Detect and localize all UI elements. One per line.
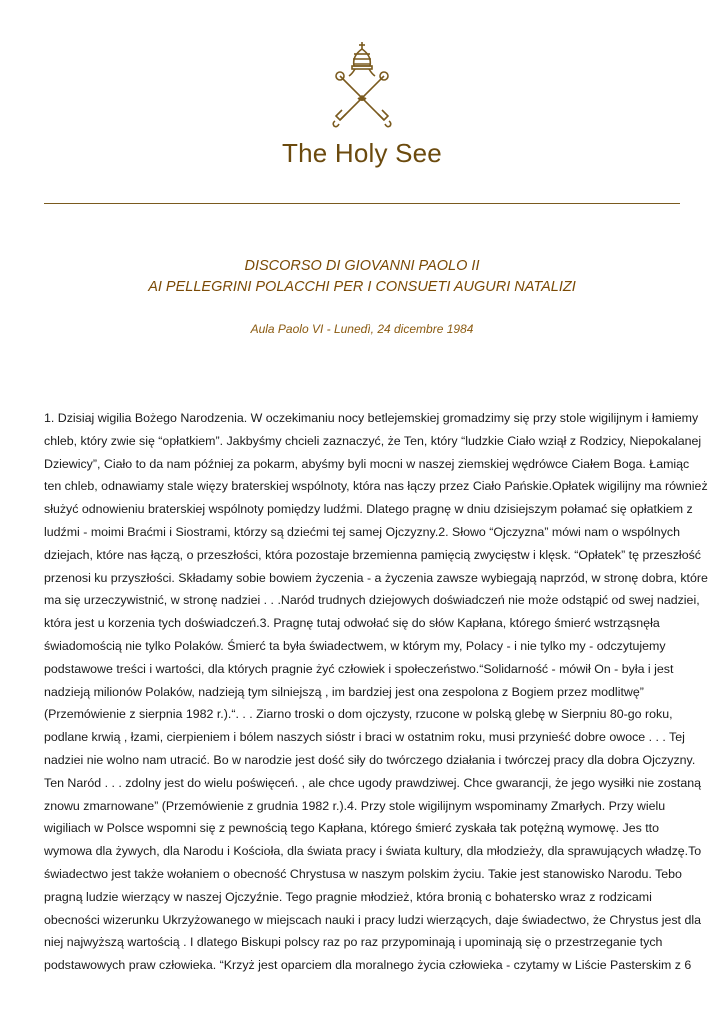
body-text-line: nadziei nie wolno nam utracić. Bo w narodzie jest dość siły do twórczego działania i twórczej pracy dla dobra Ojczyzny. (44, 752, 696, 767)
body-text-line: 1. Dzisiaj wigilia Bożego Narodzenia. W oczekimaniu nocy betlejemskiej gromadzimy się przy stole wigilijnym i łamiemy (44, 411, 699, 425)
body-text-line: (Przemówienie z sierpnia 1982 r.).“. . . Ziarno troski o dom ojczysty, rzucone w polską glebę w Sierpniu 80-go roku, (44, 707, 673, 722)
document-title (0, 256, 724, 298)
body-text-line: znowu zmarnowane” (Przemówienie z grudnia 1982 r.).4. Przy stole wigilijnym wspominamy Zmarłych. Przy wielu (44, 798, 666, 813)
body-text-line: podstawowe treści i wartości, dla których pragnie żyć człowiek i społeczeństwo.“Solidarność - mówił On - była i jest (44, 661, 674, 676)
body-text-line: nadzieją milionów Polaków, nadzieją tym silniejszą , im bardziej jest ona zespolona z Bogiem przez modlitwę” (44, 684, 644, 699)
document-title-line-1: DISCORSO DI GIOVANNI PAOLO II (244, 258, 480, 274)
papal-coat-of-arms-icon (322, 40, 402, 130)
body-text-line: podlane krwią , łzami, cierpieniem i bólem naszych sióstr i braci w ostatnim roku, musi przynieść dobre owoce . . . Tej (44, 730, 685, 745)
body-text-line: ten chleb, odnawiamy stale więzy braterskiej wspólnoty, która nas łączy przez Ciało Pańskie.Opłatek wigilijny ma również (44, 479, 708, 494)
body-text-line: służyć odnowieniu braterskiej wspólnoty pomiędzy ludźmi. Dlatego pragnę w dniu dzisiejszym połamać się opłatkiem z (44, 502, 693, 517)
body-text-line: pragną ludzie wierzący w naszej Ojczyźnie. Tego pragnie młodzież, która bronią c bohatersko wraz z rodzicami (44, 889, 652, 904)
body-text-line: która jest u korzenia tych doświadczeń.3. Pragnę tutaj odwołać się do słów Kapłana, którego śmierć wstrząsnęła (44, 616, 660, 631)
body-text-line: ma się urzeczywistnić, w stronę nadziei . . .Naród trudnych dziejowych doświadczeń nie może odstąpić od swej nadziei, (44, 593, 700, 608)
site-title: The Holy See (282, 138, 442, 168)
body-text-line: obecności wizerunku Ukrzyżowanego w miejscach nauki i pracy ludzi wierzących, daje świadectwo, że Chrystus jest dla (44, 912, 701, 927)
body-text-line: świadectwo jest także wołaniem o obecność Chrystusa w naszym polskim życiu. Takie jest stanowisko Narodu. Tebo (44, 866, 682, 881)
body-text-line: ludźmi - moimi Braćmi i Siostrami, którzy są dziećmi tej samej Ojczyzny.2. Słowo “Ojczyzna” mówi nam o wspólnych (44, 524, 680, 539)
body-text-line: przenosi ku przyszłości. Składamy sobie bowiem życzenia - a życzenia zawsze wybiegają naprzód, w stronę dobra, które (44, 570, 708, 585)
document-body (44, 407, 708, 977)
body-text-line: Dziewicy”, Ciało to da nam później za pokarm, abyśmy byli mocni w naszej ziemskiej wędrówce Ciałem Boga. Łamiąc (44, 456, 690, 471)
document-subtitle: Aula Paolo VI - Lunedì, 24 dicembre 1984 (250, 322, 474, 336)
body-text-line: niej najwyższą wartością . I dlatego Biskupi polscy raz po raz przypominają i upominają się o przestrzeganie tych (44, 935, 663, 950)
body-text-line: wigiliach w Polsce wspomni się z pewnością tego Kapłana, którego śmierć zyskała tak potężną wymowę. Jes tto (44, 821, 659, 836)
body-text-line: podstawowych praw człowieka. “Krzyż jest oparciem dla moralnego życia człowieka - czytamy w Liście Pasterskim z 6 (44, 958, 692, 973)
body-text-line: Ten Naród . . . zdolny jest do wielu poświęceń. , ale chce ugody prawdziwej. Chce gwarancji, że jego wysiłki nie zostaną (44, 775, 702, 790)
body-text-line: chleb, który zwie się “opłatkiem”. Jakbyśmy chcieli zaznaczyć, że Ten, który “ludzkie Ciało wziął z Rodzicy, Niepokalanej (44, 433, 702, 448)
body-text-line: wymowa dla żywych, dla Narodu i Kościoła, dla świata pracy i świata kultury, dla młodzieży, dla sprawujących władzę.To (44, 844, 702, 859)
document-title-line-2: AI PELLEGRINI POLACCHI PER I CONSUETI AUGURI NATALIZI (148, 279, 576, 295)
body-text-line: dziejach, które nas łączą, o przeszłości, która pozostaje brzemienna pamięcią zwycięstw i klęsk. “Opłatek” tę przeszłość (44, 547, 701, 562)
body-text-line: świadomością nie tylko Polaków. Śmierć ta była świadectwem, w którym my, Polacy - i nie tylko my - odczytujemy (44, 638, 666, 653)
header-divider (44, 203, 680, 204)
